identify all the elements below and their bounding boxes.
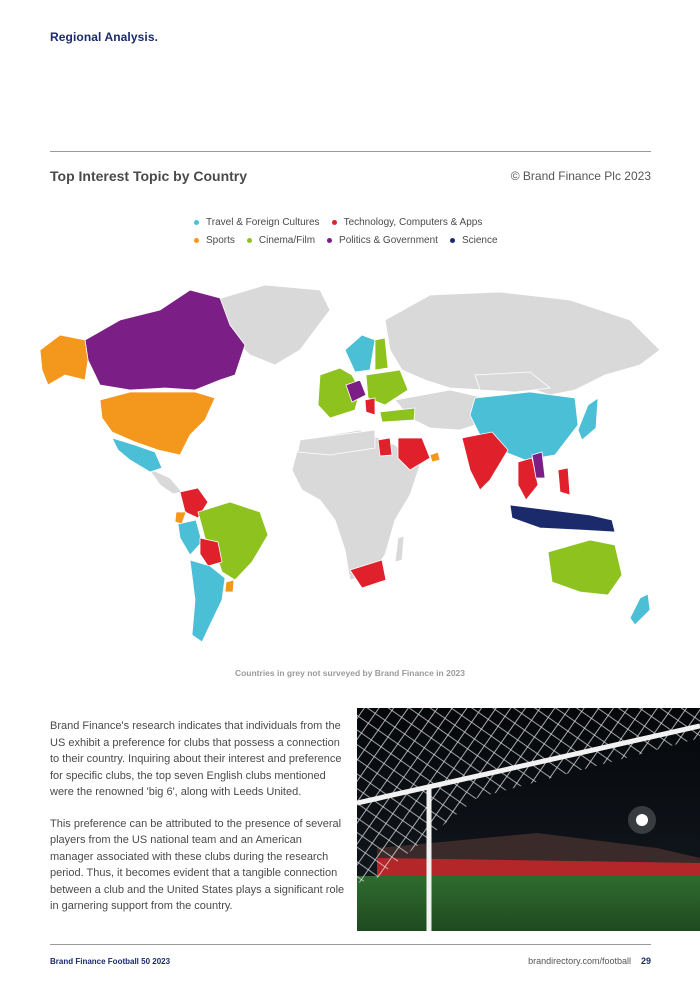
legend-item-travel	[194, 217, 320, 228]
section-tag: Regional Analysis.	[50, 30, 159, 44]
legend-swatch-sports	[194, 238, 199, 243]
legend-label: Travel & Foreign Cultures	[206, 217, 320, 228]
balkans-shape	[365, 398, 375, 415]
copyright-notice: © Brand Finance Plc 2023	[510, 169, 651, 183]
legend-item-science	[450, 235, 498, 246]
paragraph-2: This preference can be attributed to the presence of several players from the US national team and an American manager associated with these clubs during the research period. Thus, it becomes evident that a tangible connection between a club and the United States plays a significant role in garnering support from the country.	[50, 817, 345, 912]
page-number: 29	[640, 956, 651, 966]
uruguay-shape	[225, 580, 234, 592]
legend-item-cinema	[247, 235, 315, 246]
legend-item-technology	[332, 217, 483, 228]
legend-swatch-cinema	[247, 238, 252, 243]
argentina-chile-shape	[190, 560, 225, 642]
alaska-shape	[40, 335, 88, 385]
legend-swatch-science	[450, 238, 455, 243]
australia-shape	[548, 540, 622, 595]
finland-shape	[375, 338, 388, 370]
footer-right	[528, 956, 651, 966]
indonesia-shape	[510, 505, 615, 532]
paragraph-1: Brand Finance's research indicates that individuals from the US exhibit a preference for clubs that possess a connection to their country. Inquiring about their interest and preference for specific clubs, the top seven English clubs mentioned were the renowned 'big 6', along with Leeds United.	[50, 720, 342, 798]
philippines-shape	[558, 468, 570, 495]
legend-swatch-politics	[327, 238, 332, 243]
pitch	[357, 876, 700, 931]
chart-title: Top Interest Topic by Country	[50, 168, 248, 184]
legend-label: Sports	[206, 235, 235, 246]
stadium-goal-photo	[357, 708, 700, 931]
top-divider	[50, 151, 651, 152]
map-footnote: Countries in grey not surveyed by Brand Finance in 2023	[234, 668, 466, 678]
egypt-shape	[378, 438, 392, 456]
japan-shape	[578, 398, 598, 440]
body-text	[50, 718, 345, 930]
legend-item-sports	[194, 235, 235, 246]
canada-shape	[85, 290, 245, 390]
madagascar-shape	[395, 536, 404, 562]
legend-swatch-technology	[332, 220, 337, 225]
legend-label: Politics & Government	[339, 235, 438, 246]
legend-label: Technology, Computers & Apps	[343, 217, 483, 228]
new-zealand-shape	[630, 594, 650, 625]
legend-item-politics	[327, 235, 438, 246]
footer-publication: Brand Finance Football 50 2023	[50, 957, 171, 966]
scandinavia-shape	[345, 335, 375, 372]
map-legend	[194, 217, 524, 253]
footer-divider	[50, 944, 651, 945]
uae-shape	[430, 452, 440, 462]
legend-swatch-travel	[194, 220, 199, 225]
turkey-shape	[380, 408, 415, 422]
world-map	[30, 280, 670, 660]
legend-label: Cinema/Film	[258, 235, 316, 246]
peru-shape	[178, 520, 202, 555]
central-america-shape	[148, 468, 182, 494]
legend-label: Science	[461, 235, 498, 246]
footer-url[interactable]: brandirectory.com/football	[528, 956, 631, 966]
